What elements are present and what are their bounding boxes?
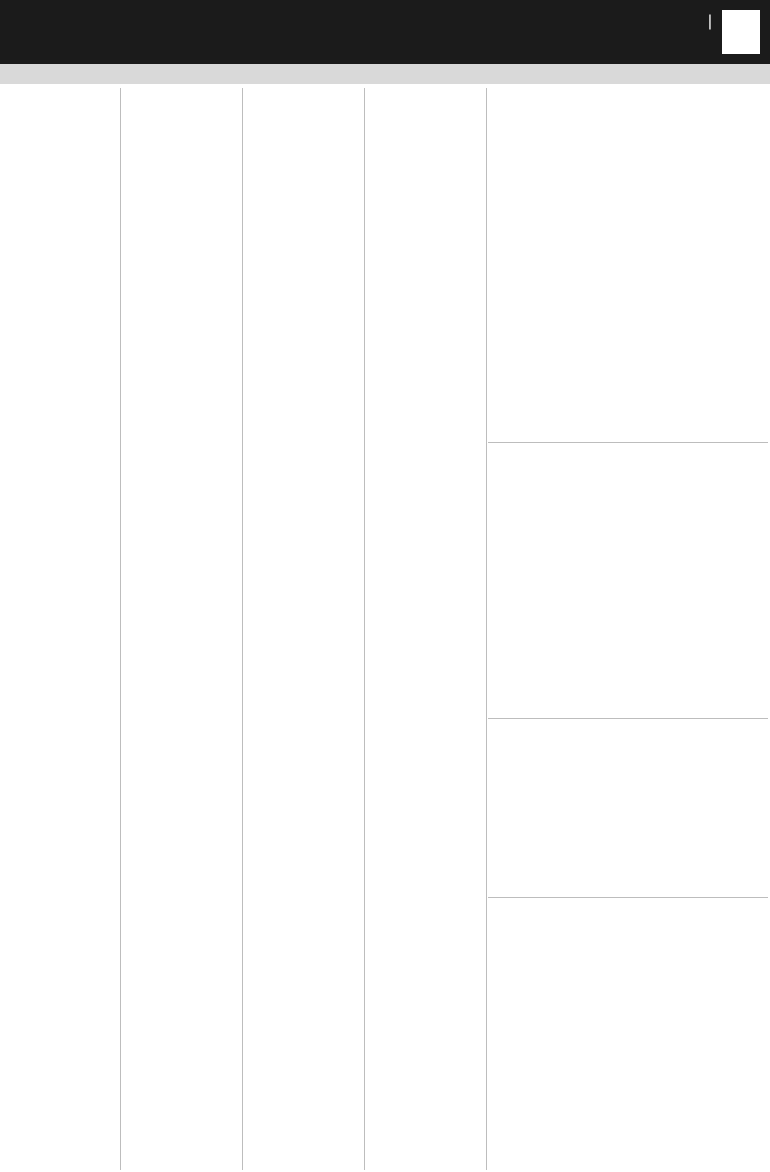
column-1 — [0, 86, 118, 1170]
column-divider — [364, 88, 365, 1170]
column-divider — [120, 88, 121, 1170]
masthead — [0, 0, 770, 64]
section-divider — [488, 897, 768, 898]
column-divider — [242, 88, 243, 1170]
page-number — [722, 10, 760, 54]
column-divider — [486, 88, 487, 1170]
column-3 — [244, 86, 362, 1170]
section-divider — [488, 718, 768, 719]
article-tata-motors — [488, 720, 768, 896]
edition-meta — [705, 12, 715, 31]
section-divider — [488, 442, 768, 443]
column-6 — [610, 86, 770, 442]
meta-separator: | — [707, 13, 712, 30]
column-5 — [488, 86, 606, 442]
section-banner — [0, 64, 770, 84]
article-jk-bank — [488, 899, 768, 1170]
article-kidney-transplant — [488, 444, 768, 717]
column-4 — [366, 86, 484, 1170]
column-2 — [122, 86, 240, 1170]
